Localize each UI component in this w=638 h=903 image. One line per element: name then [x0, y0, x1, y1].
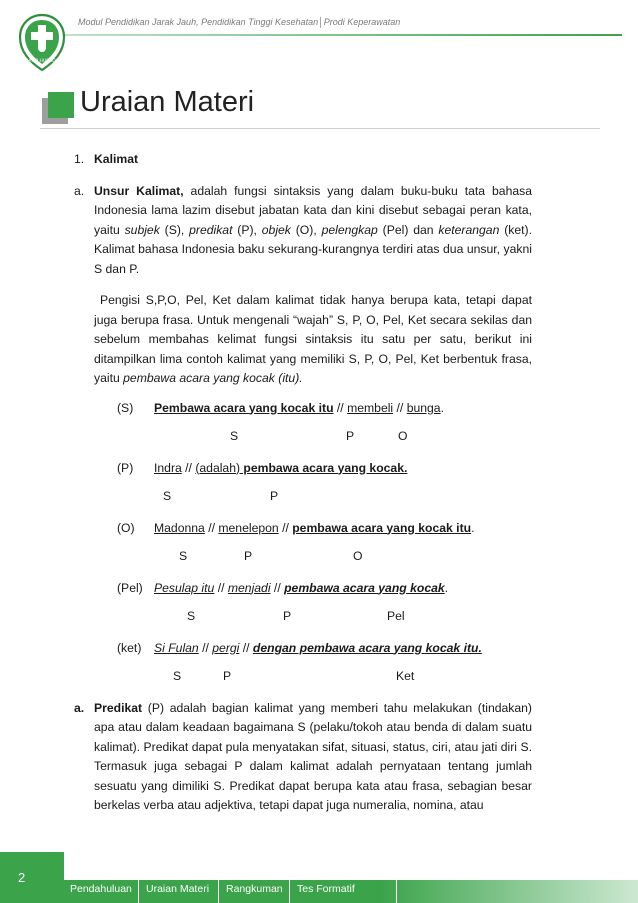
separator: // [278, 520, 293, 535]
text: adalah fungsi sintaksis yang dalam buku-buku tata bahasa Indonesia lama lazim disebut jabatan kata dan kini disebut sebagai peran kata, yaitu [94, 183, 532, 237]
text: Pengisi S,P,O, Pel, Ket dalam kalimat tidak hanya berupa kata, tetapi dapat juga berupa frasa. Untuk mengenali “wajah” S, P, O, Pel, Ket secara sekilas dan sebelum membahas kelimat fungsi sintaksis itu satu per satu, berikut ini ditampilkan lima contoh kalimat yang memiliki S, P, O, Pel, Ket berbentuk frasa, yaitu [94, 293, 532, 385]
phrase: Madonna [154, 520, 205, 535]
separator: // [198, 640, 213, 655]
example-objek [74, 519, 532, 539]
nav-pendahuluan[interactable]: Pendahuluan [70, 883, 132, 895]
phrase: Si Fulan [154, 640, 199, 655]
section-title: Uraian Materi [80, 86, 255, 118]
label-p: P [346, 428, 355, 443]
example-pelengkap-labels [74, 607, 532, 629]
paragraph-predikat [74, 699, 532, 816]
separator: // [181, 460, 196, 475]
page-number: 2 [18, 870, 26, 885]
label-s: S [187, 608, 196, 623]
header-divider [62, 34, 622, 36]
subsection-heading [74, 150, 532, 170]
phrase: pergi [212, 640, 240, 655]
phrase: menjadi [227, 580, 271, 595]
text: (Pel) dan [377, 222, 439, 237]
example-sentence [154, 399, 444, 419]
example-sentence [154, 639, 482, 659]
example-keterangan-labels [74, 667, 532, 689]
example-tag: (Pel) [117, 580, 143, 595]
text: (P) adalah bagian kalimat yang memberi tahu melakukan (tindakan) apa atau dalam keadaan bagaimana S (pelaku/tokoh atau benda di dalam suatu kalimat). Predikat dapat pula menyatakan sifat, situasi, status, ciri, atau jati diri S. Termasuk juga sebagai P dalam kalimat adalah pernyataan tentang jumlah sesuatu yang dimiliki S. Predikat dapat berupa kata atau frasa, sebagian besar berkelas verba atau adjektiva, tetapi dapat juga numeralia, nomina, atau [94, 700, 532, 812]
example-sentence [154, 579, 448, 599]
text: (S), [159, 222, 190, 237]
phrase: Pesulap itu [154, 580, 215, 595]
phrase: membeli [347, 400, 394, 415]
text: (O), [290, 222, 322, 237]
main-content [74, 150, 532, 816]
nav-tes-formatif[interactable]: Tes Formatif [297, 883, 355, 895]
term-subjek: subjek [124, 222, 160, 237]
phrase: pembawa acara yang kocak [284, 580, 445, 595]
text: (ket). Kalimat bahasa Indonesia baku sekurang-kurangnya terdiri atas dua unsur, yakni S dan P. [94, 222, 532, 276]
label-p: P [270, 488, 279, 503]
example-sentence [154, 459, 407, 479]
label-pel: Pel [387, 608, 405, 623]
example-predikat-labels [74, 487, 532, 509]
separator: // [333, 400, 348, 415]
example-predikat [74, 459, 532, 479]
nav-separator [396, 880, 397, 903]
phrase: (adalah) [195, 460, 241, 475]
separator: // [214, 580, 228, 595]
example-tag: (O) [117, 520, 135, 535]
nav-separator [218, 880, 219, 903]
term-predikat: predikat [189, 222, 233, 237]
example-subjek-labels [74, 427, 532, 449]
separator: // [239, 640, 253, 655]
item-label: a. [74, 700, 85, 715]
phrase: bunga [406, 400, 441, 415]
phrase: Pembawa acara yang kocak itu [154, 400, 334, 415]
example-phrase: pembawa acara yang kocak (itu). [123, 371, 303, 385]
example-sentence [154, 519, 474, 539]
phrase: pembawa acara yang kocak. [240, 460, 408, 475]
punctuation: . [444, 580, 449, 595]
label-p: P [244, 548, 253, 563]
label-s: S [173, 668, 182, 683]
example-objek-labels [74, 547, 532, 569]
term-objek: objek [261, 222, 291, 237]
label-p: P [223, 668, 232, 683]
example-pelengkap [74, 579, 532, 599]
separator: // [204, 520, 219, 535]
term-keterangan: keterangan [438, 222, 500, 237]
example-tag: (S) [117, 400, 134, 415]
nav-separator [138, 880, 139, 903]
heading-number: 1. [74, 152, 85, 166]
title-divider [40, 128, 600, 129]
phrase: pembawa acara yang kocak itu [292, 520, 472, 535]
example-keterangan [74, 639, 532, 659]
paragraph-pengisi [94, 291, 532, 389]
header-title: Modul Pendidikan Jarak Jauh, Pendidikan Tinggi Kesehatan│Prodi Keperawatan [78, 17, 401, 27]
page-number-box [0, 852, 64, 903]
paragraph-unsur-kalimat [74, 182, 532, 280]
label-o: O [398, 428, 408, 443]
separator: // [393, 400, 407, 415]
label-o: O [353, 548, 363, 563]
example-tag: (ket) [117, 640, 142, 655]
item-label: a. [74, 183, 85, 198]
label-s: S [179, 548, 188, 563]
example-tag: (P) [117, 460, 134, 475]
term-unsur-kalimat: Unsur Kalimat, [94, 183, 184, 198]
separator: // [270, 580, 285, 595]
nav-uraian-materi[interactable]: Uraian Materi [146, 883, 210, 895]
phrase: dengan pembawa acara yang kocak itu. [252, 640, 482, 655]
term-pelengkap: pelengkap [321, 222, 378, 237]
label-s: S [230, 428, 239, 443]
nav-rangkuman[interactable]: Rangkuman [226, 883, 283, 895]
bakti-husada-logo-icon [14, 12, 70, 74]
logo-caption: BAKTI HUSADA [25, 59, 59, 64]
nav-separator [289, 880, 290, 903]
punctuation: . [440, 400, 444, 415]
heading-text: Kalimat [94, 152, 139, 166]
punctuation: . [471, 520, 475, 535]
phrase: menelepon [218, 520, 279, 535]
text: (P), [232, 222, 262, 237]
phrase: Indra [154, 460, 182, 475]
label-p: P [283, 608, 292, 623]
title-decoration-green [48, 92, 74, 118]
label-s: S [163, 488, 172, 503]
label-ket: Ket [396, 668, 415, 683]
example-subjek [74, 399, 532, 419]
term-predikat: Predikat [94, 700, 143, 715]
